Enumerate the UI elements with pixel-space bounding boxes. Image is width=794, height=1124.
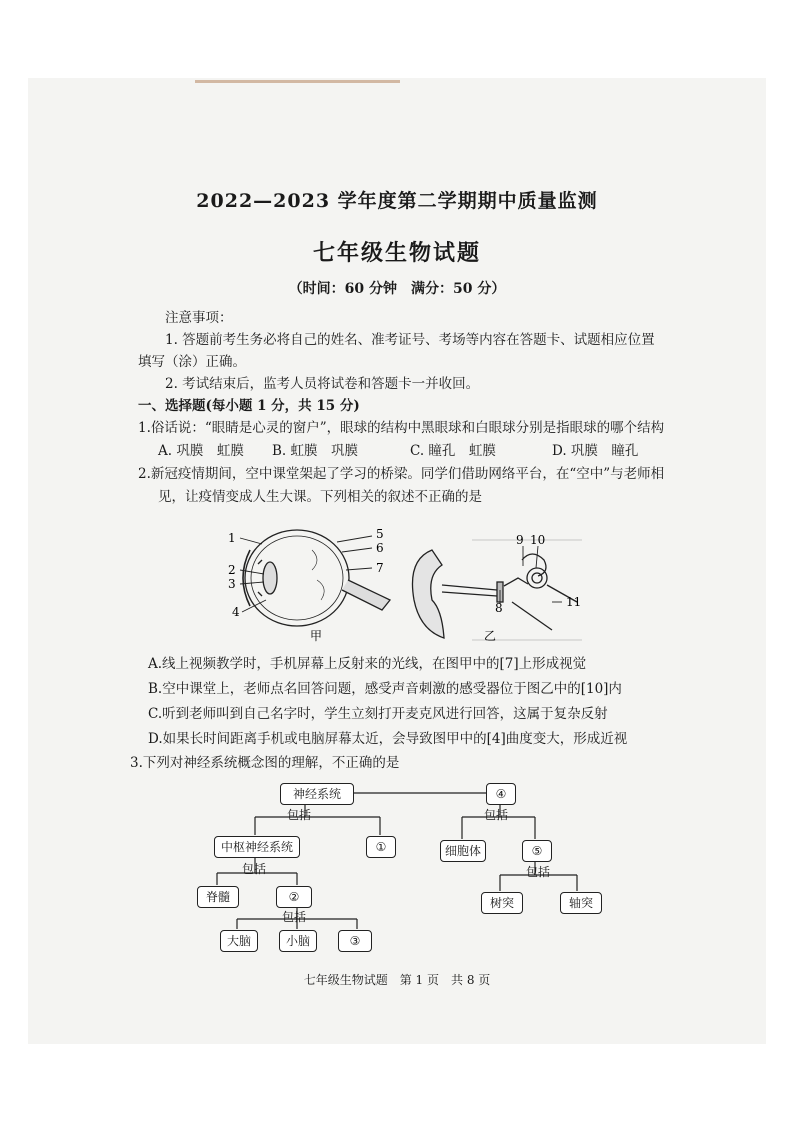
label-baokuo-3: 包括 — [242, 862, 267, 876]
q1-option-b: B. 虹膜 巩膜 — [272, 443, 359, 459]
eye-label-7: 7 — [376, 561, 384, 575]
q2-stem-line-1: 2.新冠疫情期间，空中课堂架起了学习的桥梁。同学们借助网络平台，在“空中”与老师相 — [138, 466, 665, 482]
eye-caption: 甲 — [310, 629, 323, 643]
note-1-line-2: 填写（涂）正确。 — [138, 354, 246, 370]
ear-label-10: 10 — [530, 533, 546, 547]
eye-label-4: 4 — [232, 605, 240, 619]
node-cerebellum: 小脑 — [279, 930, 317, 952]
node-spinal-cord: 脊髓 — [197, 886, 239, 908]
q2-option-c: C.听到老师叫到自己名字时，学生立刻打开麦克风进行回答，这属于复杂反射 — [148, 706, 608, 722]
ear-label-9: 9 — [516, 533, 524, 547]
ear-caption: 乙 — [484, 629, 497, 643]
label-baokuo-4: 包括 — [526, 865, 551, 879]
q2-option-b: B.空中课堂上，老师点名回答问题，感受声音刺激的感受器位于图乙中的[10]内 — [148, 681, 622, 697]
ear-diagram — [402, 530, 592, 645]
time-score: （时间：60 分钟 满分：50 分） — [288, 281, 506, 297]
node-1: ① — [366, 836, 396, 858]
q2-option-d: D.如果长时间距离手机或电脑屏幕太近，会导致图甲中的[4]曲度变大，形成近视 — [148, 731, 628, 747]
node-cell-body: 细胞体 — [440, 840, 486, 862]
q2-option-a: A.线上视频教学时，手机屏幕上反射来的光线，在图甲中的[7]上形成视觉 — [148, 656, 587, 672]
q3-stem: 3.下列对神经系统概念图的理解，不正确的是 — [130, 755, 400, 771]
node-3: ③ — [338, 930, 372, 952]
q1-stem: 1.俗话说：“眼睛是心灵的窗户”，眼球的结构中黑眼球和白眼球分别是指眼球的哪个结构 — [138, 420, 665, 436]
q2-stem-line-2: 见，让疫情变成人生大课。下列相关的叙述不正确的是 — [158, 489, 482, 505]
node-cerebrum: 大脑 — [220, 930, 258, 952]
top-tape-mark — [195, 80, 400, 83]
section-1-heading: 一、选择题(每小题 1 分，共 15 分) — [138, 398, 360, 414]
eye-label-2: 2 — [228, 563, 236, 577]
subject-title: 七年级生物试题 — [312, 240, 481, 266]
node-dendrite: 树突 — [481, 892, 523, 914]
q1-option-d: D. 巩膜 瞳孔 — [552, 443, 639, 459]
eye-label-3: 3 — [228, 577, 236, 591]
node-nervous-system: 神经系统 — [280, 783, 354, 805]
node-central-nervous-system: 中枢神经系统 — [214, 836, 300, 858]
label-baokuo-5: 包括 — [282, 910, 307, 924]
node-4: ④ — [486, 783, 516, 805]
node-5: ⑤ — [522, 840, 552, 862]
q1-option-c: C. 瞳孔 虹膜 — [410, 443, 496, 459]
eye-label-1: 1 — [228, 531, 236, 545]
note-1-line-1: 1. 答题前考生务必将自己的姓名、准考证号、考场等内容在答题卡、试题相应位置 — [165, 332, 655, 348]
label-baokuo-2: 包括 — [484, 808, 509, 822]
ear-label-11: 11 — [566, 595, 582, 609]
node-2: ② — [276, 886, 312, 908]
ear-label-8: 8 — [495, 601, 503, 615]
page-footer: 七年级生物试题 第 1 页 共 8 页 — [303, 973, 491, 987]
node-axon: 轴突 — [560, 892, 602, 914]
exam-title: 2022—2023 学年度第二学期期中质量监测 — [196, 190, 598, 212]
notes-heading: 注意事项： — [165, 310, 233, 326]
eye-label-6: 6 — [376, 541, 384, 555]
eye-diagram — [222, 520, 412, 645]
label-baokuo-1: 包括 — [287, 808, 312, 822]
note-2: 2. 考试结束后，监考人员将试卷和答题卡一并收回。 — [165, 376, 480, 392]
q1-option-a: A. 巩膜 虹膜 — [158, 443, 244, 459]
eye-label-5: 5 — [376, 527, 384, 541]
